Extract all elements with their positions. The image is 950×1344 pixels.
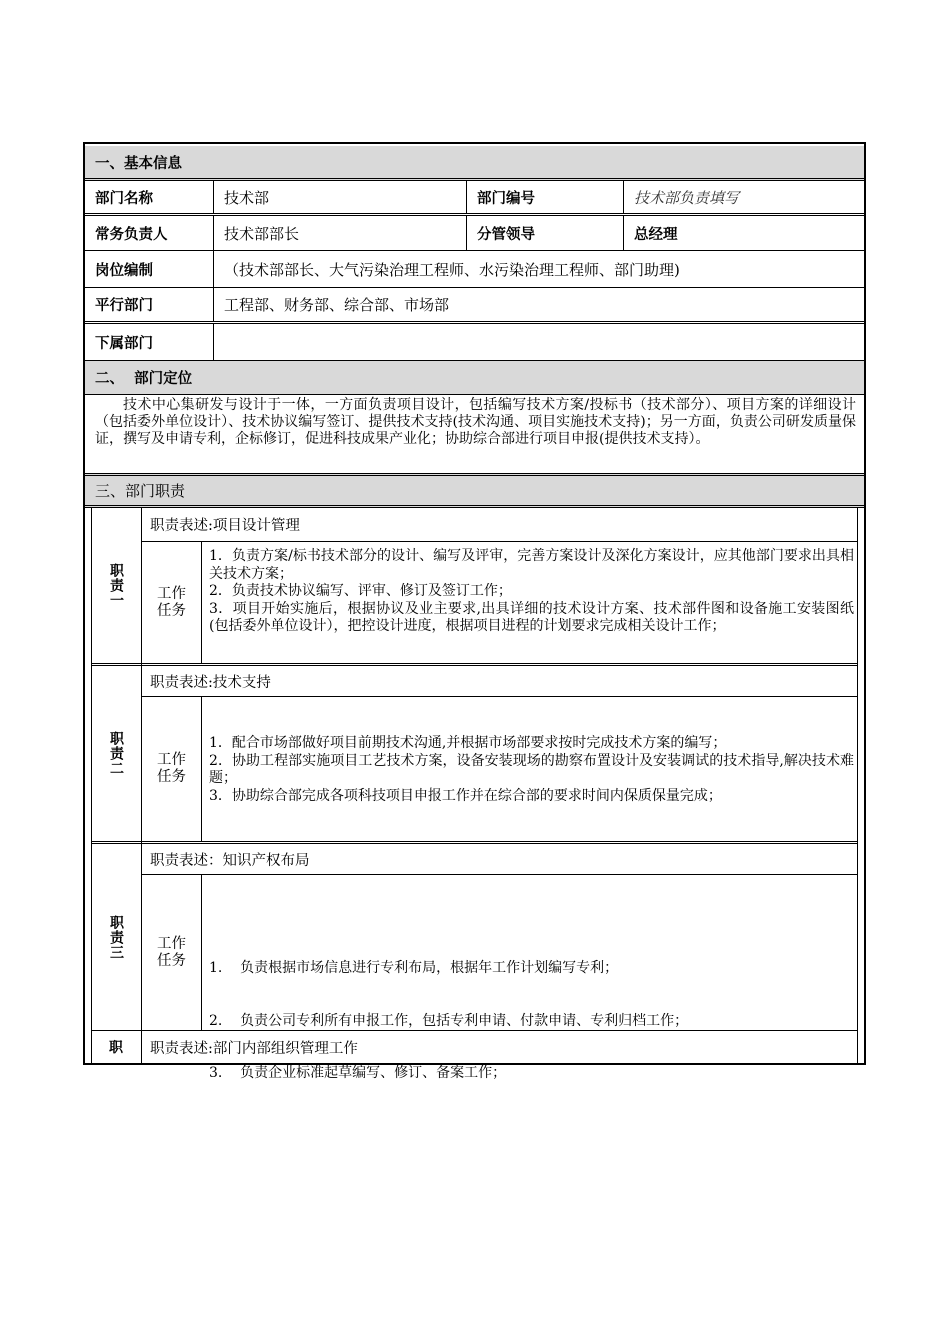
duty-label-cell (91, 508, 141, 663)
duty-label: 职 (109, 1040, 123, 1056)
field-label: 常务负责人 (95, 226, 168, 243)
basic-info-row (85, 288, 864, 324)
section-positioning-title: 二、 部门定位 (95, 371, 193, 387)
task-item: 3. 负责企业标准起草编写、修订、备案工作； (209, 1065, 507, 1081)
duty-label-cell (91, 1031, 141, 1063)
field-value: 总经理 (623, 216, 864, 250)
basic-info-row (85, 181, 864, 216)
task-item: 1．配合市场部做好项目前期技术沟通,并根据市场部要求按时完成技术方案的编写； (209, 735, 727, 751)
duty-label-cell (91, 666, 141, 841)
duty-label-cell (91, 844, 141, 1030)
field-value (213, 324, 864, 360)
field-value: 工程部、财务部、综合部、市场部 (213, 288, 864, 321)
task-item: 3．项目开始实施后，根据协议及业主要求,出具详细的技术设计方案、技术部件图和设备施工安装图纸(包括委外单位设计），把控设计进度，根据项目进程的计划要求完成相关设计工作； (209, 600, 854, 634)
task-label-bottom: 任务 (157, 602, 186, 619)
duty-description-text: 职责表述:技术支持 (150, 674, 271, 691)
duty-description (142, 666, 858, 697)
task-item: 1. 负责根据市场信息进行专利布局，根据年工作计划编写专利； (209, 960, 619, 976)
task-label-cell (142, 542, 202, 663)
task-list (203, 697, 858, 841)
duty-label: 职责二 (108, 731, 124, 776)
positioning-text: 技术中心集研发与设计于一体，一方面负责项目设计，包括编写技术方案/投标书（技术部分）、项目方案的详细设计（包括委外单位设计）、技术协议编写签订、提供技术支持(技术沟通、项目实施技术支持)；另一方面，负责公司研发质量保证，撰写及申请专利，企标修订，促进科技成果产业化；协助综合部进行项目申报(提供技术支持）。 (95, 397, 856, 447)
field-label: 分管领导 (466, 216, 623, 250)
duty-description (142, 844, 858, 875)
field-value: 技术部负责填写 (623, 181, 864, 213)
duty-description-text: 职责表述:项目设计管理 (150, 518, 300, 534)
task-label-bottom: 任务 (157, 769, 186, 785)
task-label-top: 工作 (157, 752, 186, 768)
field-value: 技术部部长 (213, 216, 466, 250)
task-list (203, 542, 858, 663)
duty-label: 职责一 (108, 563, 124, 608)
task-item: 2. 负责公司专利所有申报工作，包括专利申请、付款申请、专利归档工作； (209, 1012, 689, 1029)
section-basic-info-header (85, 146, 864, 181)
field-label: 岗位编制 (95, 262, 153, 279)
task-label-top: 工作 (157, 585, 186, 602)
field-value: 技术部 (213, 181, 466, 213)
field-label: 部门编号 (466, 181, 623, 213)
field-label: 下属部门 (95, 335, 153, 352)
section-basic-info-title: 一、基本信息 (95, 155, 182, 172)
duty-description-text: 职责表述：知识产权布局 (150, 852, 310, 869)
task-label-top: 工作 (157, 935, 186, 952)
task-label-cell (142, 875, 202, 1030)
field-label: 部门名称 (95, 190, 153, 207)
positioning-paragraph (85, 395, 864, 473)
field-label: 平行部门 (95, 298, 153, 314)
section-positioning-header (85, 361, 864, 395)
task-item: 1．负责方案/标书技术部分的设计、编写及评审，完善方案设计及深化方案设计，应其他部门要求出具相关技术方案； (209, 548, 854, 582)
duty-label: 职责三 (108, 914, 124, 960)
basic-info-row (85, 251, 864, 288)
basic-info-row (85, 324, 864, 361)
task-label-cell (142, 697, 202, 841)
section-duties-title: 三、部门职责 (95, 482, 186, 500)
department-duty-table (83, 142, 866, 1081)
section-duties-header (85, 473, 864, 508)
duty-description-text: 职责表述:部门内部组织管理工作 (150, 1040, 358, 1057)
duty-description (142, 508, 858, 542)
task-item: 2．负责技术协议编写、评审、修订及签订工作； (209, 583, 512, 599)
task-item: 3．协助综合部完成各项科技项目申报工作并在综合部的要求时间内保质保量完成； (209, 787, 722, 804)
task-item: 2．协助工程部实施项目工艺技术方案，设备安装现场的勘察布置设计及安装调试的技术指导,解决技术难题； (209, 752, 854, 786)
task-label-bottom: 任务 (157, 952, 186, 969)
basic-info-row (85, 216, 864, 251)
field-value: （技术部部长、大气污染治理工程师、水污染治理工程师、部门助理) (213, 251, 864, 287)
duty-description (142, 1031, 858, 1063)
